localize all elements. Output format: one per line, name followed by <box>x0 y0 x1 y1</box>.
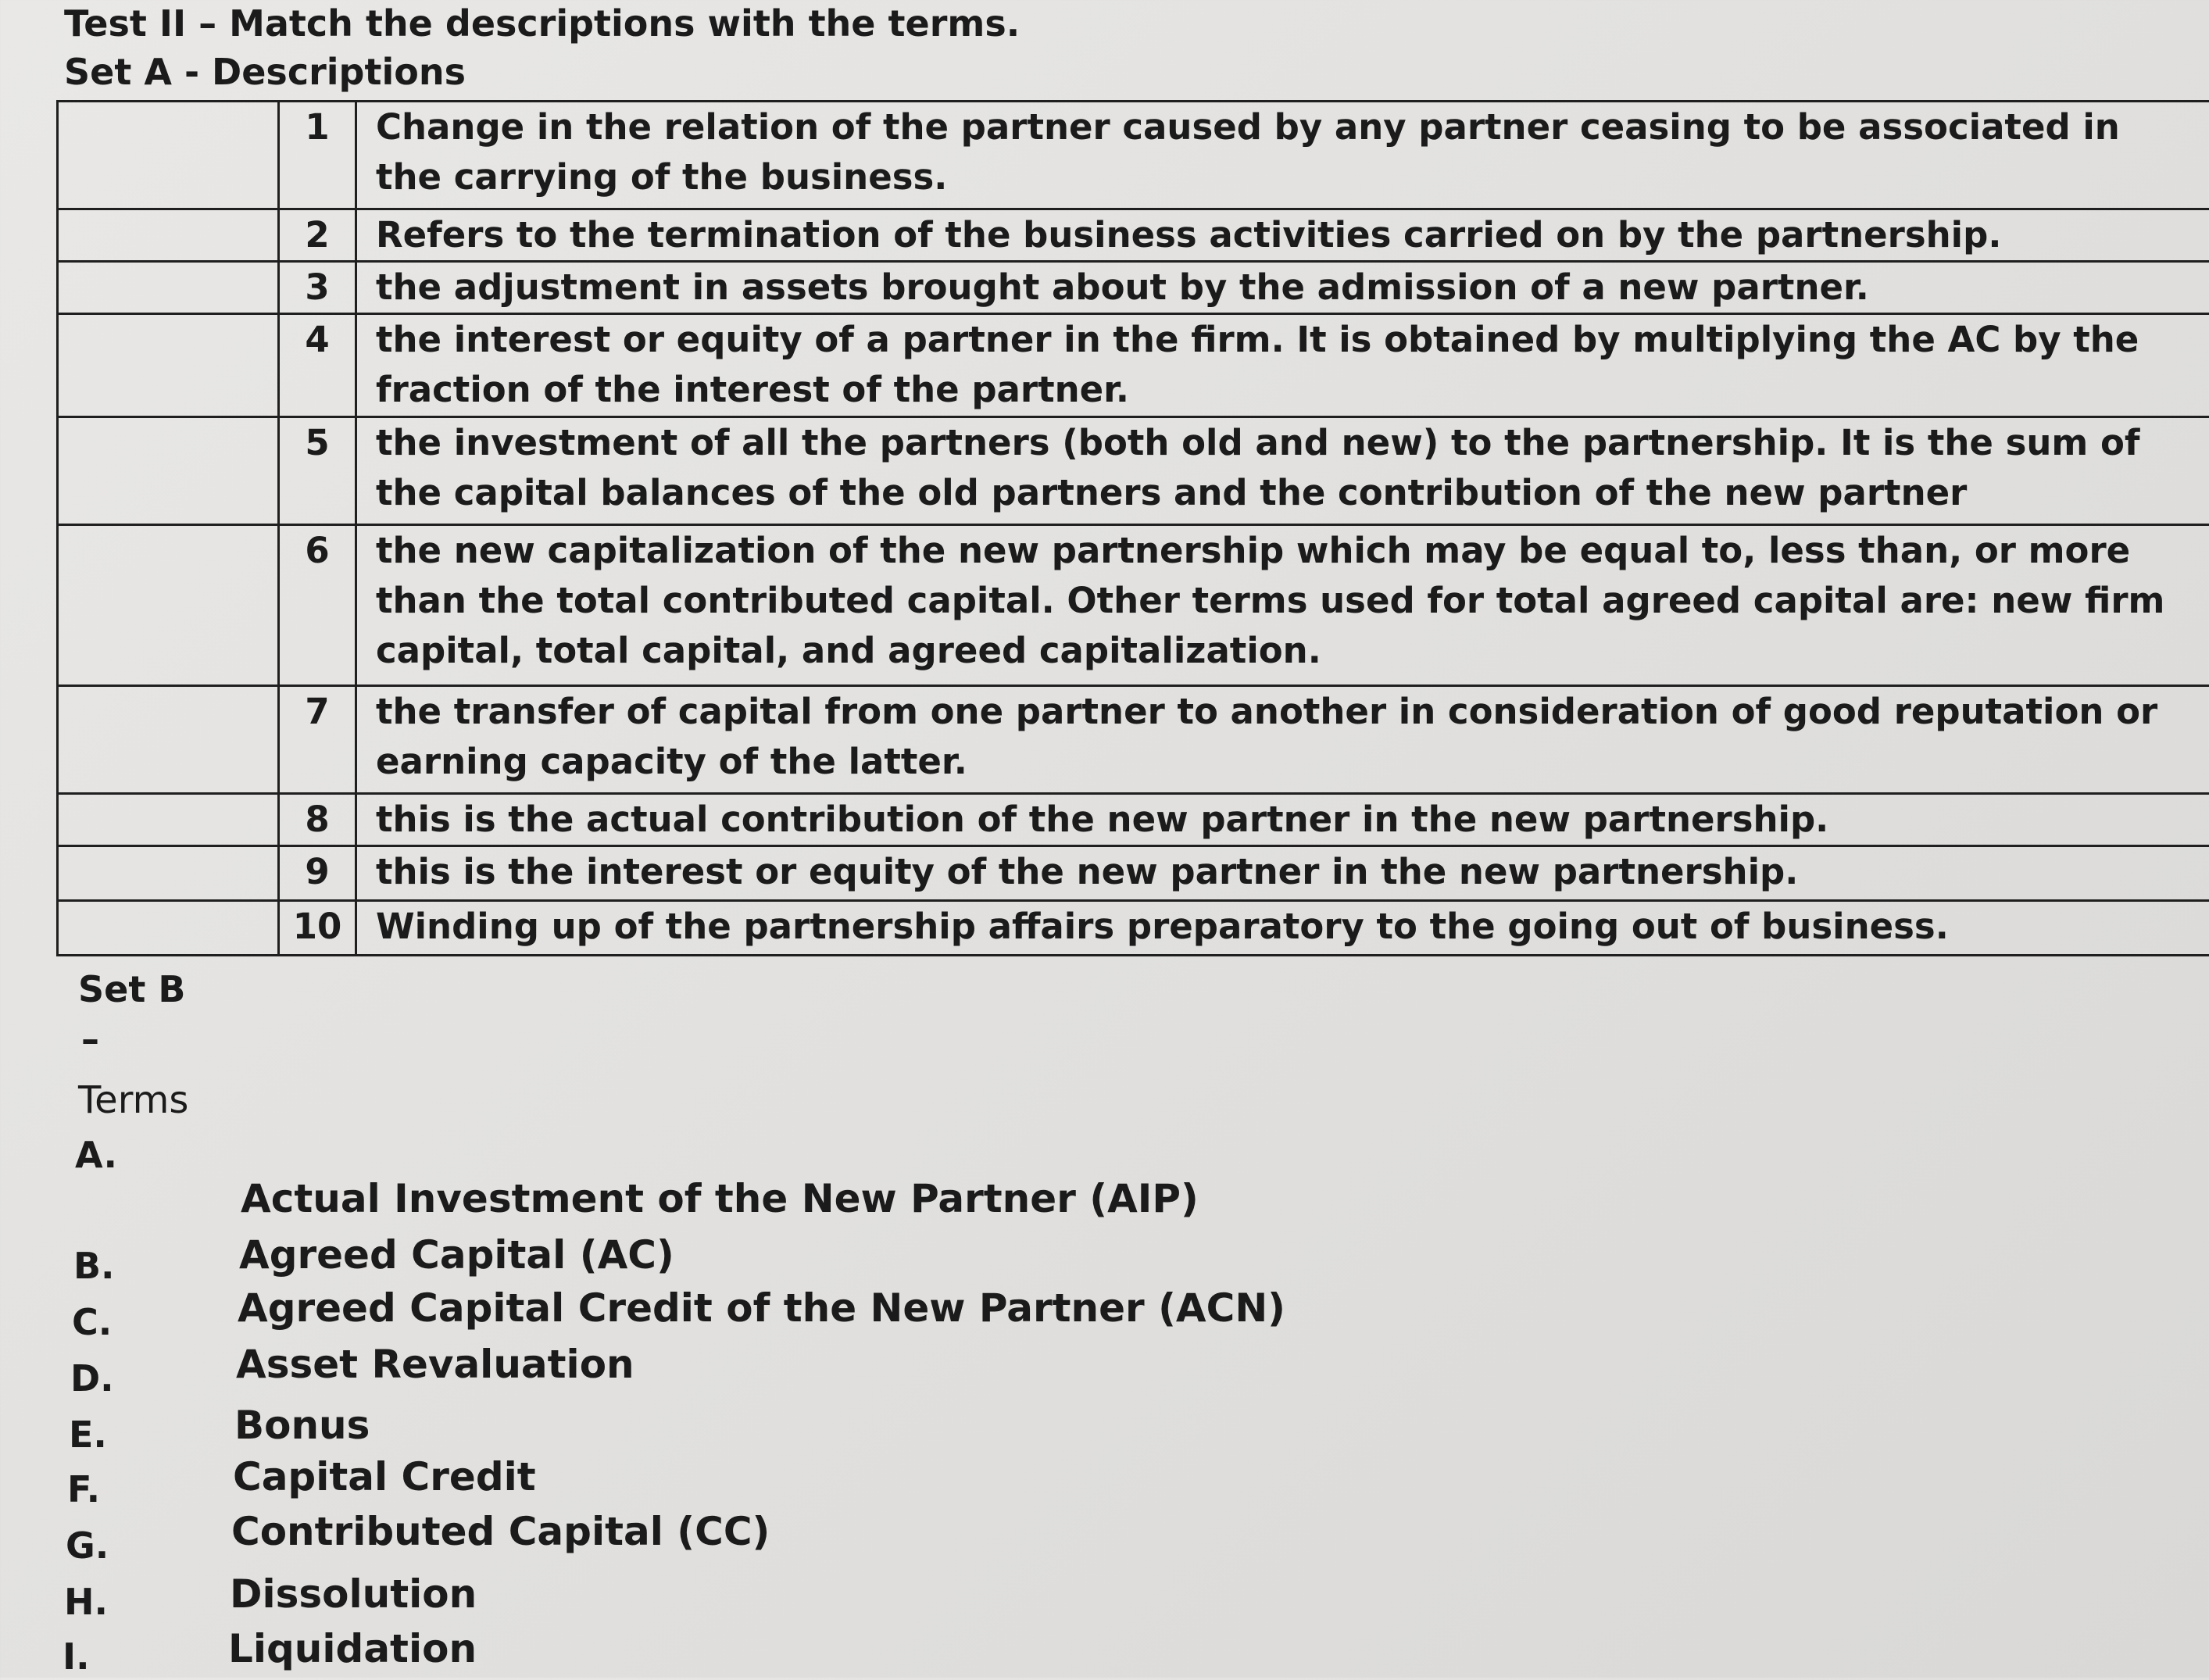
term-letter-a: A. <box>75 1131 117 1178</box>
descriptions-table <box>56 100 2209 956</box>
answer-blank-2[interactable] <box>58 209 279 262</box>
description-row-9 <box>58 846 2209 901</box>
answer-blank-1[interactable] <box>58 102 279 209</box>
description-text: the adjustment in assets brought about by the admission of a new partner. <box>356 262 2209 314</box>
term-letter-i: I. <box>63 1633 90 1680</box>
term-text-h: Dissolution <box>230 1569 477 1619</box>
description-row-3 <box>58 262 2209 314</box>
term-text-c: Agreed Capital Credit of the New Partner (ACN) <box>238 1283 1285 1333</box>
description-text: Change in the relation of the partner caused by any partner ceasing to be associated in the carrying of the business. <box>356 102 2209 209</box>
description-number: 1 <box>279 102 356 209</box>
description-row-8 <box>58 794 2209 846</box>
term-text-a: Actual Investment of the New Partner (AIP) <box>241 1174 1199 1224</box>
answer-blank-7[interactable] <box>58 686 279 794</box>
term-letter-b: B. <box>73 1242 115 1289</box>
answer-blank-9[interactable] <box>58 846 279 901</box>
terms-heading: Terms <box>78 1077 188 1124</box>
term-text-b: Agreed Capital (AC) <box>239 1230 674 1280</box>
description-row-6 <box>58 525 2209 686</box>
term-letter-e: E. <box>69 1411 107 1458</box>
description-number: 9 <box>279 846 356 901</box>
term-letter-c: C. <box>72 1299 112 1346</box>
description-text: this is the actual contribution of the new partner in the new partnership. <box>356 794 2209 846</box>
term-letter-h: H. <box>64 1578 108 1625</box>
term-text-i: Liquidation <box>228 1624 477 1674</box>
set-a-title: Set A - Descriptions <box>64 48 466 95</box>
term-text-g: Contributed Capital (CC) <box>231 1507 770 1557</box>
term-text-d: Asset Revaluation <box>236 1339 634 1389</box>
term-letter-g: G. <box>66 1522 109 1569</box>
term-letter-d: D. <box>70 1355 114 1402</box>
description-number: 2 <box>279 209 356 262</box>
description-row-1 <box>58 102 2209 209</box>
term-text-e: Bonus <box>234 1400 370 1450</box>
description-number: 8 <box>279 794 356 846</box>
description-text: Refers to the termination of the business activities carried on by the partnership. <box>356 209 2209 262</box>
term-letter-f: F. <box>67 1466 100 1513</box>
description-number: 3 <box>279 262 356 314</box>
answer-blank-8[interactable] <box>58 794 279 846</box>
description-row-2 <box>58 209 2209 262</box>
description-row-10 <box>58 901 2209 956</box>
answer-blank-3[interactable] <box>58 262 279 314</box>
set-b-dash: – <box>81 1016 99 1063</box>
description-number: 6 <box>279 525 356 686</box>
test-title: Test II – Match the descriptions with the terms. <box>64 0 1020 47</box>
description-text: the investment of all the partners (both old and new) to the partnership. It is the sum of the capital balances of the old partners and the contribution of the new partner <box>356 417 2209 525</box>
description-row-5 <box>58 417 2209 525</box>
set-b-title: Set B <box>78 966 185 1013</box>
description-row-7 <box>58 686 2209 794</box>
description-text: the interest or equity of a partner in the firm. It is obtained by multiplying the AC by the fraction of the interest of the partner. <box>356 314 2209 417</box>
description-text: the new capitalization of the new partnership which may be equal to, less than, or more than the total contributed capital. Other terms used for total agreed capital are: new firm capital, total capital, and agreed capitalization. <box>356 525 2209 686</box>
description-text: the transfer of capital from one partner to another in consideration of good reputation or earning capacity of the latter. <box>356 686 2209 794</box>
description-number: 4 <box>279 314 356 417</box>
description-number: 7 <box>279 686 356 794</box>
description-text: Winding up of the partnership affairs preparatory to the going out of business. <box>356 901 2209 956</box>
answer-blank-4[interactable] <box>58 314 279 417</box>
term-text-f: Capital Credit <box>233 1452 536 1502</box>
description-number: 5 <box>279 417 356 525</box>
answer-blank-5[interactable] <box>58 417 279 525</box>
answer-blank-6[interactable] <box>58 525 279 686</box>
description-row-4 <box>58 314 2209 417</box>
description-number: 10 <box>279 901 356 956</box>
answer-blank-10[interactable] <box>58 901 279 956</box>
description-text: this is the interest or equity of the new partner in the new partnership. <box>356 846 2209 901</box>
